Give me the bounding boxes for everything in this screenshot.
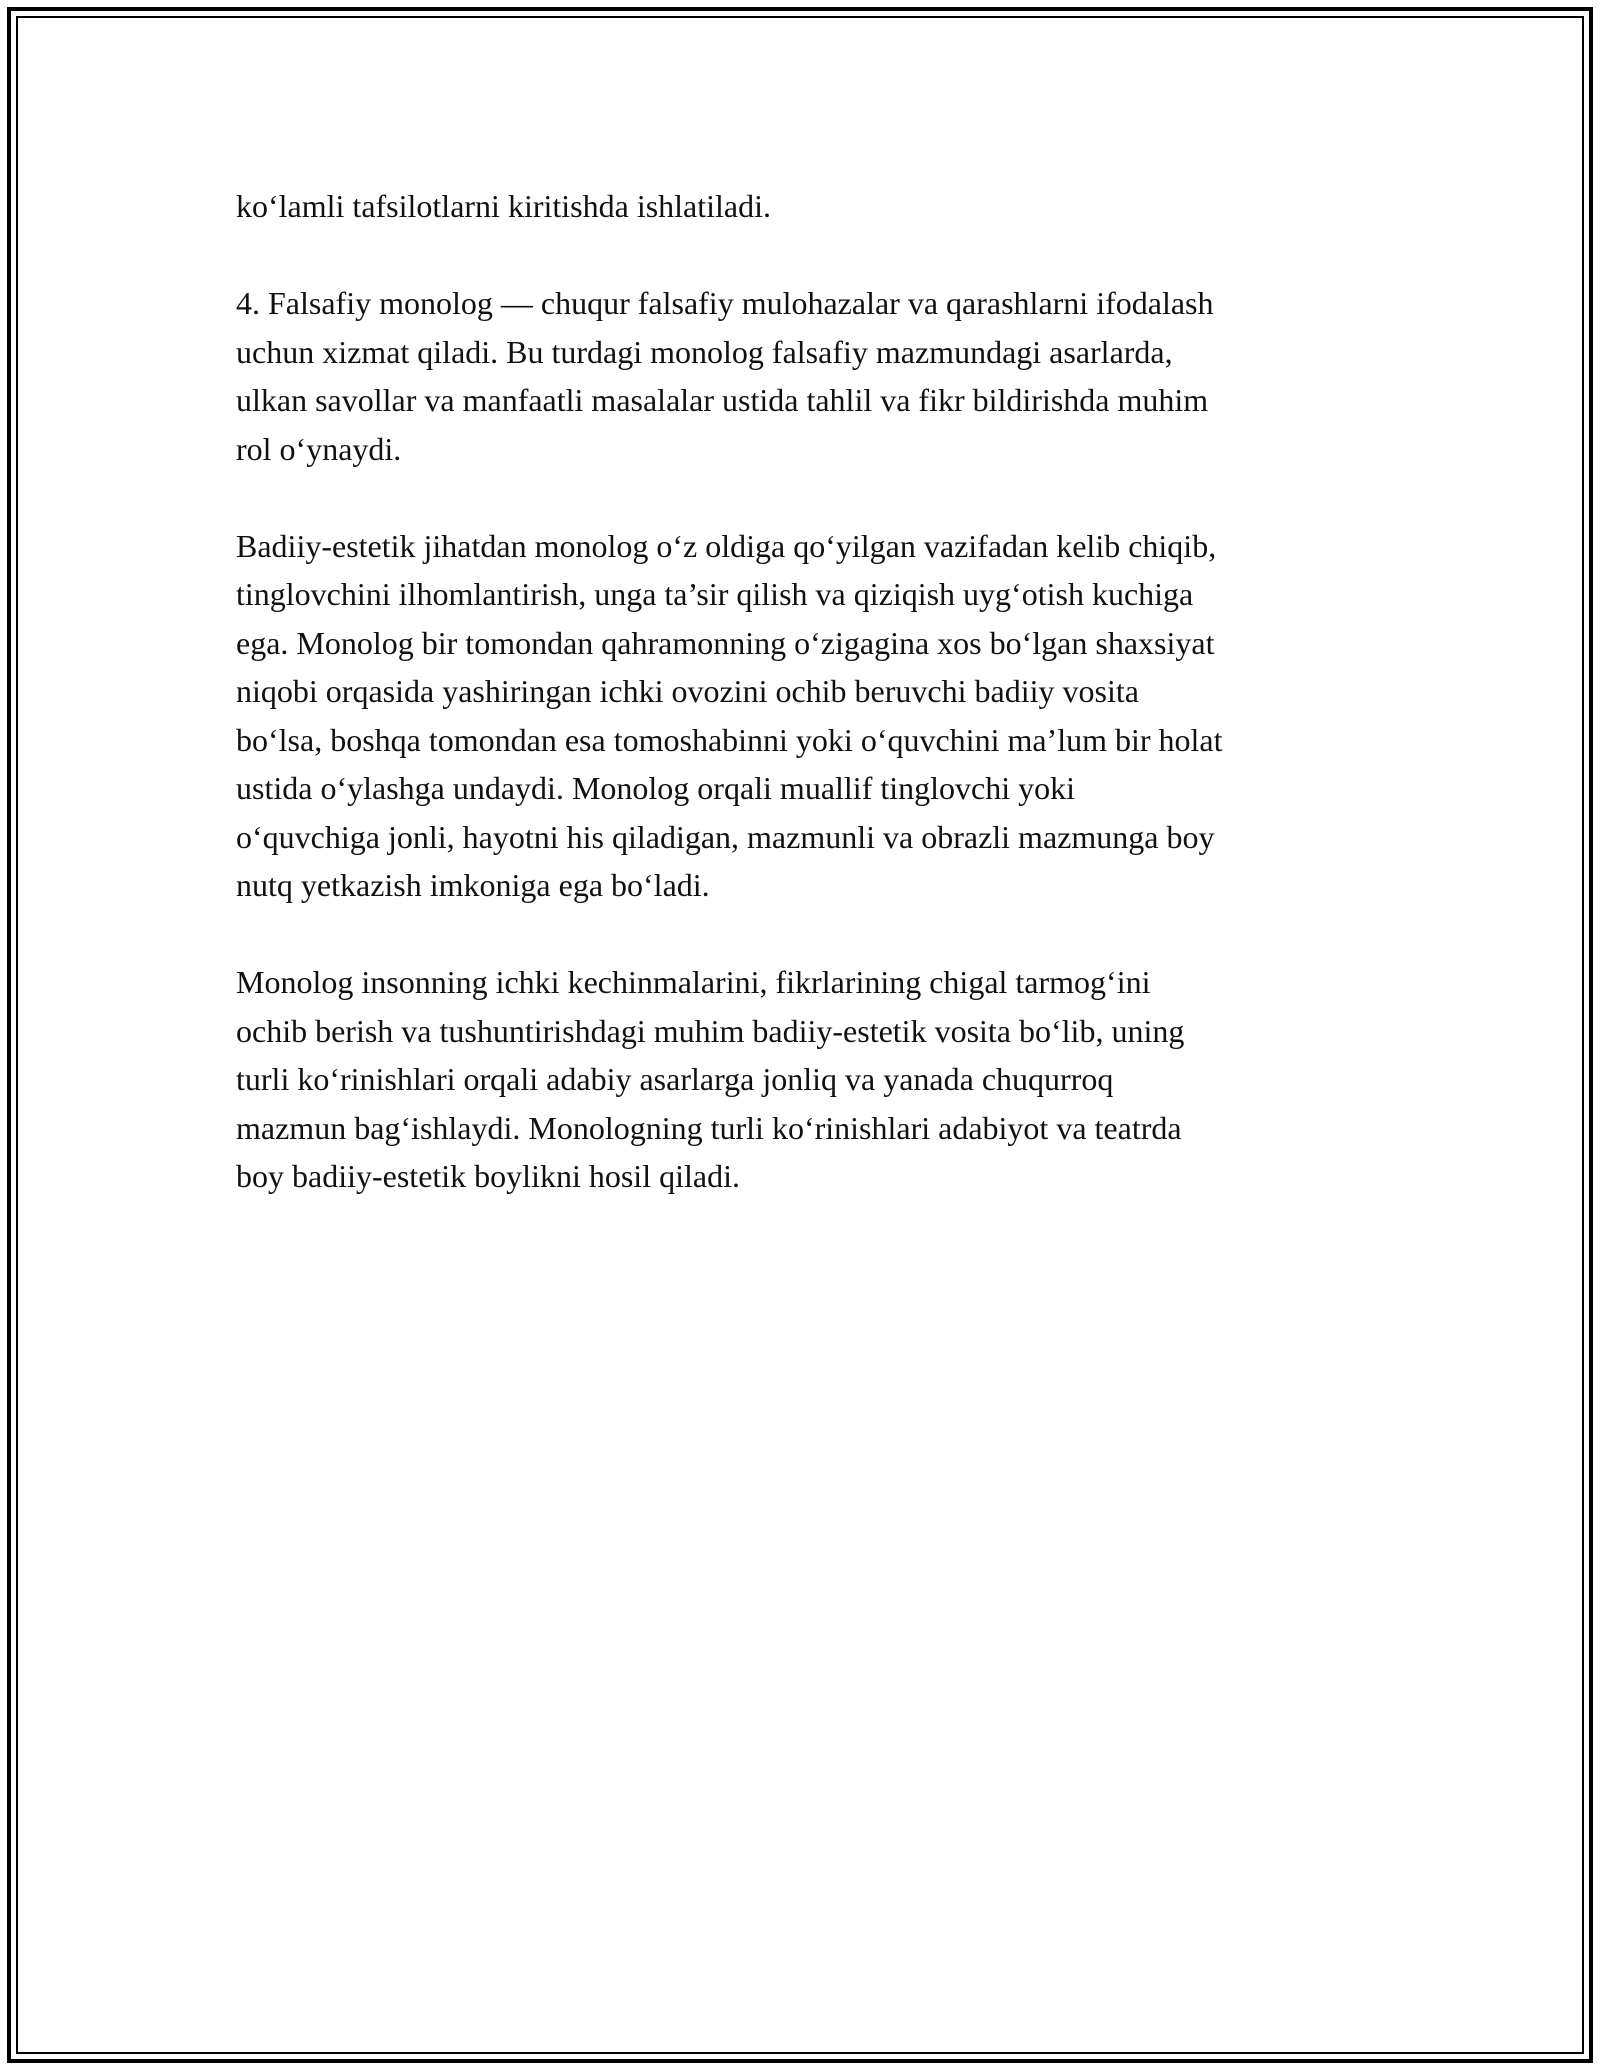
text-line: ulkan savollar va manfaatli masalalar ustida tahlil va fikr bildirishda muhim xyxy=(236,382,1209,418)
text-line: ega. Monolog bir tomondan qahramonning o‘zigagina xos bo‘lgan shaxsiyat xyxy=(236,624,1215,661)
text-line: 4. Falsafiy monolog — chuqur falsafiy mulohazalar va qarashlarni ifodalash xyxy=(236,285,1214,321)
paragraph xyxy=(236,522,1376,910)
text-line: uchun xizmat qiladi. Bu turdagi monolog falsafiy mazmundagi asarlarda, xyxy=(236,333,1173,370)
text-line: bo‘lsa, boshqa tomondan esa tomoshabinni yoki o‘quvchini ma’lum bir holat xyxy=(236,721,1223,758)
paragraph xyxy=(236,182,1376,231)
text-line: ko‘lamli tafsilotlarni kiritishda ishlatiladi. xyxy=(236,188,772,224)
text-line: mazmun bag‘ishlaydi. Monologning turli ko‘rinishlari adabiyot va teatrda xyxy=(236,1109,1182,1146)
text-line: turli ko‘rinishlari orqali adabiy asarlarga jonliq va yanada chuqurroq xyxy=(236,1061,1114,1097)
text-line: ochib berish va tushuntirishdagi muhim badiiy-estetik vosita bo‘lib, uning xyxy=(236,1012,1185,1049)
text-line: nutq yetkazish imkoniga ega bo‘ladi. xyxy=(236,867,710,903)
document-body xyxy=(236,182,1376,1249)
text-line: Badiiy-estetik jihatdan monolog o‘z oldiga qo‘yilgan vazifadan kelib chiqib, xyxy=(236,527,1217,564)
text-line: niqobi orqasida yashiringan ichki ovozini ochib beruvchi badiiy vosita xyxy=(236,673,1139,709)
text-line: ustida o‘ylashga undaydi. Monolog orqali muallif tinglovchi yoki xyxy=(236,770,1075,806)
text-line: Monolog insonning ichki kechinmalarini, fikrlarining chigal tarmog‘ini xyxy=(236,964,1151,1000)
text-line: boy badiiy-estetik boylikni hosil qiladi. xyxy=(236,1158,740,1194)
paragraph xyxy=(236,958,1376,1201)
text-line: rol o‘ynaydi. xyxy=(236,430,402,467)
text-line: tinglovchini ilhomlantirish, unga ta’sir qilish va qiziqish uyg‘otish kuchiga xyxy=(236,576,1194,612)
paragraph xyxy=(236,279,1376,473)
text-line: o‘quvchiga jonli, hayotni his qiladigan, mazmunli va obrazli mazmunga boy xyxy=(236,818,1215,855)
